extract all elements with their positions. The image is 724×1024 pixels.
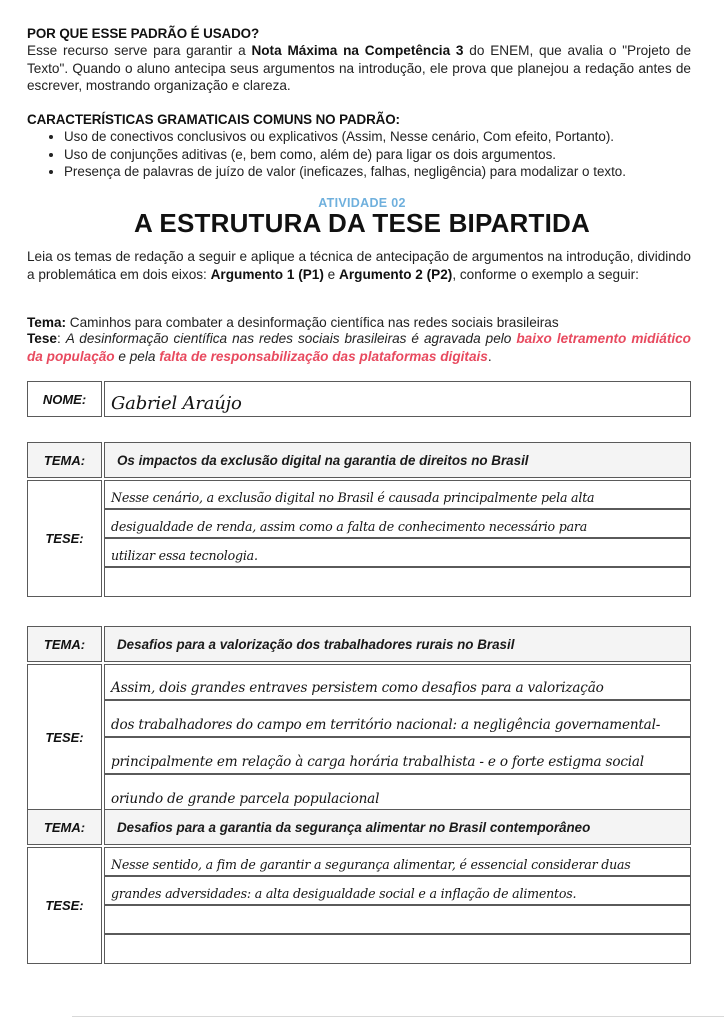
page-title: A ESTRUTURA DA TESE BIPARTIDA bbox=[134, 208, 590, 238]
tese-line-text: utilizar essa tecnologia. bbox=[111, 548, 258, 563]
tese-line[interactable] bbox=[104, 737, 691, 774]
example-tese-label: Tese bbox=[27, 331, 57, 346]
tese-line[interactable] bbox=[104, 934, 691, 964]
features-item: • Uso de conjunções aditivas (e, bem como, além de) para ligar os dois argumentos. bbox=[64, 146, 724, 164]
tese-label: TESE: bbox=[45, 730, 84, 745]
features-item: • Uso de conectivos conclusivos ou explicativos (Assim, Nesse cenário, Com efeito, Portanto). bbox=[64, 128, 724, 146]
instructions-and: e bbox=[323, 266, 340, 282]
tema-cell bbox=[104, 809, 691, 845]
tese-label: TESE: bbox=[45, 531, 84, 546]
tese-line-text: desigualdade de renda, assim como a falta de conhecimento necessário para bbox=[111, 519, 588, 534]
why-text-bold: Nota Máxima na Competência 3 bbox=[251, 43, 464, 58]
tese-line-text: Nesse cenário, a exclusão digital no Brasil é causada principalmente pela alta bbox=[111, 490, 595, 505]
example-tese bbox=[27, 330, 691, 365]
tese-label: TESE: bbox=[45, 898, 84, 913]
features-item: • Presença de palavras de juízo de valor (ineficazes, falhas, negligência) para modalizar o texto. bbox=[64, 163, 724, 181]
argument-1-label: Argumento 1 (P1) bbox=[210, 266, 324, 282]
tema-label: TEMA: bbox=[43, 636, 86, 652]
example-tema bbox=[27, 314, 691, 332]
tese-line-text: grandes adversidades: a alta desigualdade social e a inflação de alimentos. bbox=[111, 886, 577, 901]
tese-label-cell bbox=[27, 847, 102, 964]
tese-label-cell bbox=[27, 664, 102, 811]
instructions-paragraph bbox=[27, 248, 691, 283]
tese-line-text: oriundo de grande parcela populacional bbox=[111, 791, 380, 807]
tese-line[interactable] bbox=[104, 847, 691, 876]
tese-line-text: Assim, dois grandes entraves persistem como desafios para a valorização bbox=[111, 680, 604, 696]
tese-line[interactable] bbox=[104, 876, 691, 905]
why-text-before: Esse recurso serve para garantir a bbox=[27, 43, 252, 58]
example-tema-text: Caminhos para combater a desinformação científica nas redes sociais brasileiras bbox=[66, 315, 559, 330]
why-paragraph bbox=[27, 42, 691, 95]
tema-label-cell bbox=[27, 809, 102, 845]
tema-cell bbox=[104, 442, 691, 478]
example-tema-label: Tema: bbox=[27, 315, 67, 330]
why-heading: POR QUE ESSE PADRÃO É USADO? bbox=[27, 26, 260, 41]
tese-line[interactable] bbox=[104, 774, 691, 811]
tese-line-text: Nesse sentido, a fim de garantir a segurança alimentar, é essencial considerar duas bbox=[111, 857, 631, 872]
tema-text: Desafios para a garantia da segurança alimentar no Brasil contemporâneo bbox=[117, 819, 591, 835]
example-tese-colon: : bbox=[56, 331, 66, 346]
tema-label-cell bbox=[27, 626, 102, 662]
tema-label: TEMA: bbox=[43, 452, 86, 468]
tese-line[interactable] bbox=[104, 480, 691, 509]
tema-text: Desafios para a valorização dos trabalhadores rurais no Brasil bbox=[117, 636, 515, 652]
tese-label-cell bbox=[27, 480, 102, 597]
example-tese-highlight-2: falta de responsabilização das plataformas digitais bbox=[159, 348, 488, 364]
tema-text: Os impactos da exclusão digital na garantia de direitos no Brasil bbox=[117, 452, 529, 468]
example-tese-highlight-1: baixo letramento midiático da população bbox=[27, 331, 691, 364]
tese-line[interactable] bbox=[104, 664, 691, 700]
instructions-text-2: , conforme o exemplo a seguir: bbox=[452, 266, 639, 282]
tese-line[interactable] bbox=[104, 905, 691, 934]
name-value: Gabriel Araújo bbox=[111, 393, 242, 414]
why-text-after: do ENEM, que avalia o "Projeto de Texto". Quando o aluno antecipa seus argumentos na introdução, ele prova que planejou a redação antes de escrever, mostrando organização e clareza. bbox=[27, 43, 692, 93]
name-field[interactable] bbox=[104, 381, 691, 417]
page-edge-divider bbox=[72, 1016, 724, 1017]
tema-cell bbox=[104, 626, 691, 662]
tese-line[interactable] bbox=[104, 567, 691, 597]
example-tese-text-1: A desinformação científica nas redes sociais brasileiras é agravada pelo bbox=[65, 331, 517, 346]
features-list bbox=[46, 128, 724, 181]
name-label: NOME: bbox=[42, 391, 87, 407]
example-tese-end: . bbox=[487, 348, 492, 364]
tese-line[interactable] bbox=[104, 700, 691, 737]
tese-line-text: principalmente em relação à carga horária trabalhista - e o forte estigma social bbox=[111, 754, 644, 770]
name-label-cell bbox=[27, 381, 102, 417]
activity-label: ATIVIDADE 02 bbox=[318, 196, 406, 210]
tese-line[interactable] bbox=[104, 538, 691, 567]
features-heading: CARACTERÍSTICAS GRAMATICAIS COMUNS NO PADRÃO: bbox=[27, 112, 400, 127]
tese-line[interactable] bbox=[104, 509, 691, 538]
tema-label: TEMA: bbox=[43, 819, 86, 835]
argument-2-label: Argumento 2 (P2) bbox=[339, 266, 453, 282]
tema-label-cell bbox=[27, 442, 102, 478]
example-tese-text-2: e pela bbox=[114, 348, 160, 364]
tese-line-text: dos trabalhadores do campo em território nacional: a negligência governamental- bbox=[111, 717, 661, 733]
instructions-text-1: Leia os temas de redação a seguir e aplique a técnica de antecipação de argumentos na introdução, dividindo a problemática em dois eixos: bbox=[27, 249, 691, 282]
